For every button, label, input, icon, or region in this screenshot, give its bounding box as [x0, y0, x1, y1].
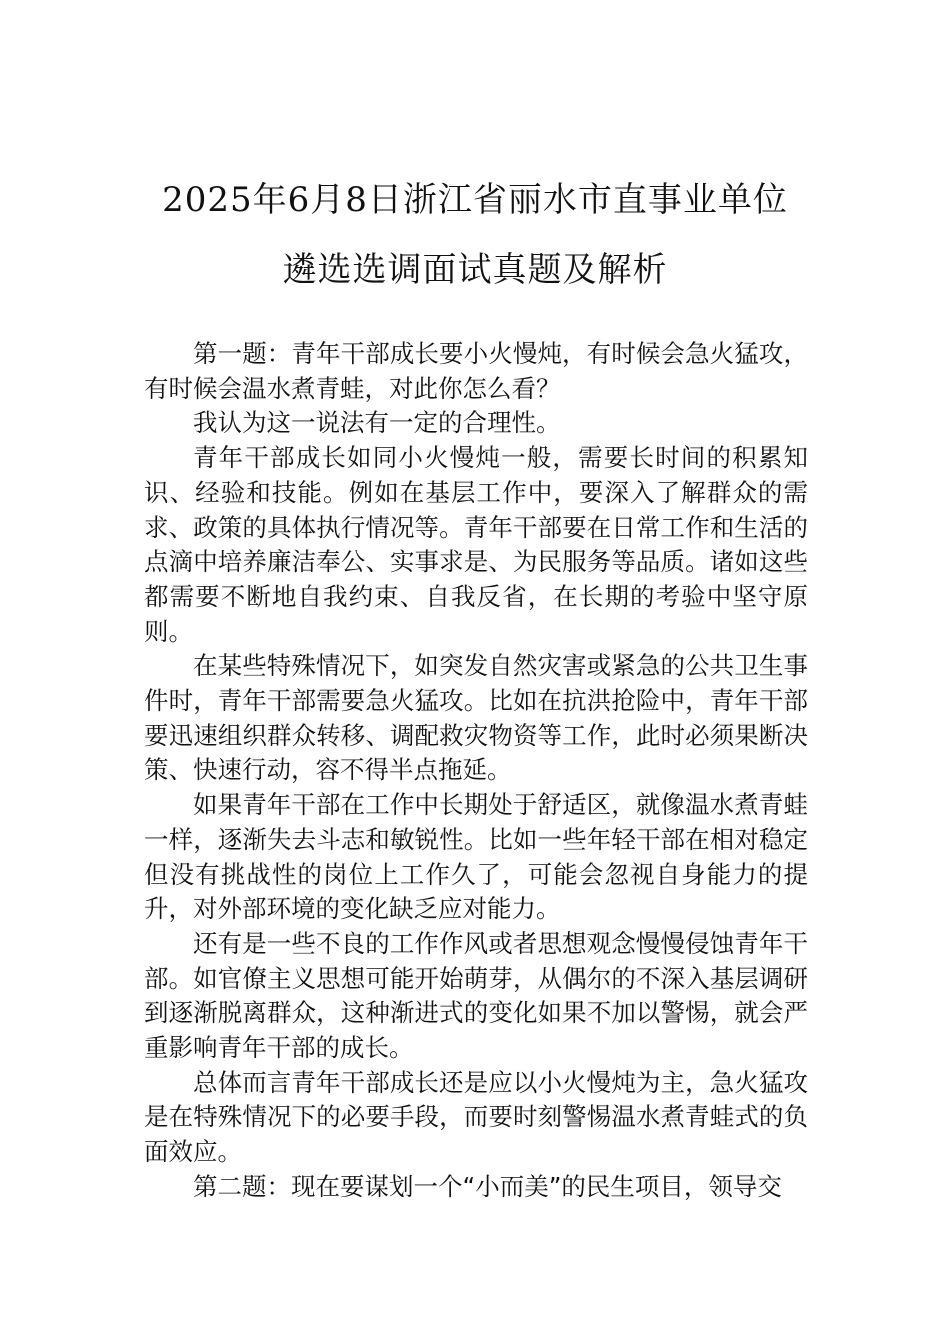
document-body [144, 337, 808, 1205]
answer-paragraph: 总体而言青年干部成长还是应以小火慢炖为主，急火猛攻是在特殊情况下的必要手段，而要时刻警惕温水煮青蛙式的负面效应。 [144, 1067, 808, 1167]
question-2-paragraph: 第二题：现在要谋划一个“小而美”的民生项目，领导交 [193, 1171, 782, 1201]
question-1-paragraph: 第一题：青年干部成长要小火慢炖，有时候会急火猛攻，有时候会温水煮青蛙，对此你怎么看？ [144, 339, 808, 403]
answer-paragraph: 在某些特殊情况下，如突发自然灾害或紧急的公共卫生事件时，青年干部需要急火猛攻。比如在抗洪抢险中，青年干部要迅速组织群众转移、调配救灾物资等工作，此时必须果断决策、快速行动，容不得半点拖延。 [144, 651, 808, 785]
document-title-line-1: 2025年6月8日浙江省丽水市直事业单位 [162, 180, 788, 220]
answer-paragraph: 如果青年干部在工作中长期处于舒适区，就像温水煮青蛙一样，逐渐失去斗志和敏锐性。比如一些年轻干部在相对稳定但没有挑战性的岗位上工作久了，可能会忽视自身能力的提升，对外部环境的变化缺乏应对能力。 [144, 790, 808, 924]
answer-paragraph: 还有是一些不良的工作作风或者思想观念慢慢侵蚀青年干部。如官僚主义思想可能开始萌芽，从偶尔的不深入基层调研到逐渐脱离群众，这种渐进式的变化如果不加以警惕，就会严重影响青年干部的成长。 [144, 928, 808, 1063]
document-title-line-2: 遴选选调面试真题及解析 [282, 250, 668, 290]
answer-paragraph: 我认为这一说法有一定的合理性。 [193, 408, 561, 438]
answer-paragraph: 青年干部成长如同小火慢炖一般，需要长时间的积累知识、经验和技能。例如在基层工作中，要深入了解群众的需求、政策的具体执行情况等。青年干部要在日常工作和生活的点滴中培养廉洁奉公、实事求是、为民服务等品质。诸如这些都需要不断地自我约束、自我反省，在长期的考验中坚守原则。 [144, 443, 808, 646]
